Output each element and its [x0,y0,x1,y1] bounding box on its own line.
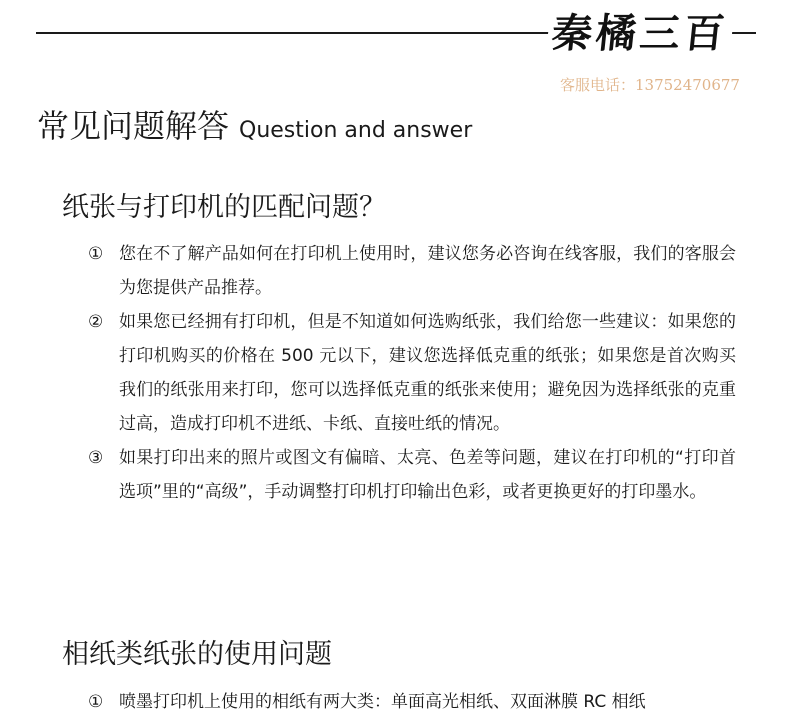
page-title [37,104,472,153]
list-item [88,685,736,719]
list-item [88,237,736,305]
item-number: ② [88,312,104,332]
item-number: ③ [88,448,104,468]
item-number: ① [88,244,104,264]
item-text: 如果您已经拥有打印机，但是不知道如何选购纸张，我们给您一些建议：如果您的打印机购买的价格在 500 元以下，建议您选择低克重的纸张；如果您是首次购买我们的纸张用来打印，您可以选择低克重的纸张来使用；避免因为选择纸张的克重过高，造成打印机不进纸、卡纸、直接吐纸的情况。 [119,312,736,434]
item-number: ① [88,692,104,712]
section-title-printer-matching: 纸张与打印机的匹配问题？ [62,192,386,223]
photo-paper-list [88,685,736,719]
item-text: 您在不了解产品如何在打印机上使用时，建议您务必咨询在线客服，我们的客服会为您提供产品推荐。 [119,244,736,298]
item-text: 如果打印出来的照片或图文有偏暗、太亮、色差等问题，建议在打印机的“打印首选项”里的“高级”，手动调整打印机打印输出色彩，或者更换更好的打印墨水。 [119,448,736,502]
brand-logo: 秦橘三百 [545,6,735,62]
list-item [88,441,736,509]
printer-matching-list [88,237,736,509]
customer-service-phone: 客服电话：13752470677 [560,76,740,94]
page-title-cn: 常见问题解答 [37,107,230,145]
list-item [88,305,736,441]
page-title-en: Question and answer [239,118,473,143]
item-text: 喷墨打印机上使用的相纸有两大类：单面高光相纸、双面淋膜 RC 相纸 [119,692,646,712]
section-title-photo-paper: 相纸类纸张的使用问题 [62,639,332,670]
